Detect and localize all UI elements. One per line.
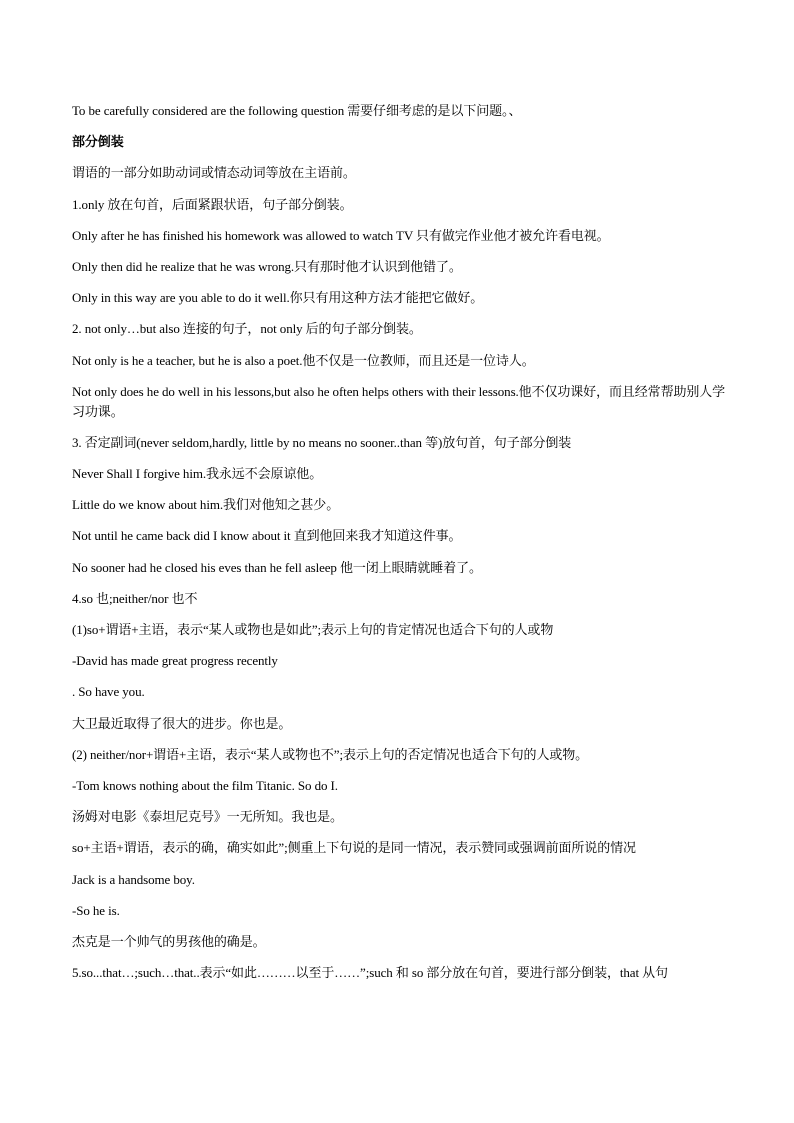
example-line: Never Shall I forgive him.我永远不会原谅他。 bbox=[72, 466, 323, 482]
rule-4-sub-3: so+主语+谓语，表示的确，确实如此”;侧重上下句说的是同一情况，表示赞同或强调前面所说的情况 bbox=[72, 840, 636, 856]
example-line: Only then did he realize that he was wrong.只有那时他才认识到他错了。 bbox=[72, 258, 462, 274]
rule-3-heading: 3. 否定副词(never seldom,hardly, little by no means no sooner..than 等)放句首，句子部分倒装 bbox=[72, 434, 572, 450]
example-line: Only in this way are you able to do it well.你只有用这种方法才能把它做好。 bbox=[72, 290, 484, 306]
rule-4-sub-2: (2) neither/nor+谓语+主语，表示“某人或物也不”;表示上句的否定情况也适合下句的人或物。 bbox=[72, 746, 589, 762]
document-body bbox=[72, 101, 728, 994]
rule-4-heading: 4.so 也;neither/nor 也不 bbox=[72, 590, 198, 606]
rule-1-heading: 1.only 放在句首，后面紧跟状语，句子部分倒装。 bbox=[72, 196, 353, 212]
rule-5-heading: 5.so...that…;such…that..表示“如此………以至于……”;such 和 so 部分放在句首，要进行部分倒装，that 从句 bbox=[72, 965, 668, 981]
example-line: -Tom knows nothing about the film Titanic. So do I. bbox=[72, 777, 338, 793]
example-line: Jack is a handsome boy. bbox=[72, 871, 195, 887]
example-translation: 杰克是一个帅气的男孩他的确是。 bbox=[72, 933, 266, 949]
example-line: Not only is he a teacher, but he is also a poet.他不仅是一位教师，而且还是一位诗人。 bbox=[72, 352, 535, 368]
example-translation: 汤姆对电影《泰坦尼克号》一无所知。我也是。 bbox=[72, 809, 343, 825]
example-line: Only after he has finished his homework was allowed to watch TV 只有做完作业他才被允许看电视。 bbox=[72, 227, 610, 243]
example-line-wrapped: Not only does he do well in his lessons,but also he often helps others with their lessons.他不仅功课好，而且经常帮助别人学习功课。 bbox=[72, 383, 726, 419]
rule-4-sub-1: (1)so+谓语+主语，表示“某人或物也是如此”;表示上句的肯定情况也适合下句的人或物 bbox=[72, 622, 554, 637]
example-line: -So he is. bbox=[72, 902, 120, 918]
example-line: . So have you. bbox=[72, 684, 145, 700]
section-heading-partial-inversion: 部分倒装 bbox=[72, 134, 124, 150]
text-line-definition: 谓语的一部分如助动词或情态动词等放在主语前。 bbox=[72, 165, 356, 181]
rule-2-heading: 2. not only…but also 连接的句子，not only 后的句子部分倒装。 bbox=[72, 321, 422, 337]
example-line: Not until he came back did I know about it 直到他回来我才知道这件事。 bbox=[72, 528, 462, 544]
example-line: No sooner had he closed his eves than he fell asleep 他一闭上眼睛就睡着了。 bbox=[72, 559, 482, 575]
example-line: Little do we know about him.我们对他知之甚少。 bbox=[72, 497, 340, 513]
example-translation: 大卫最近取得了很大的进步。你也是。 bbox=[72, 715, 292, 731]
example-line: -David has made great progress recently bbox=[72, 653, 278, 669]
text-line-intro: To be carefully considered are the following question 需要仔细考虑的是以下问题。、 bbox=[72, 103, 522, 118]
